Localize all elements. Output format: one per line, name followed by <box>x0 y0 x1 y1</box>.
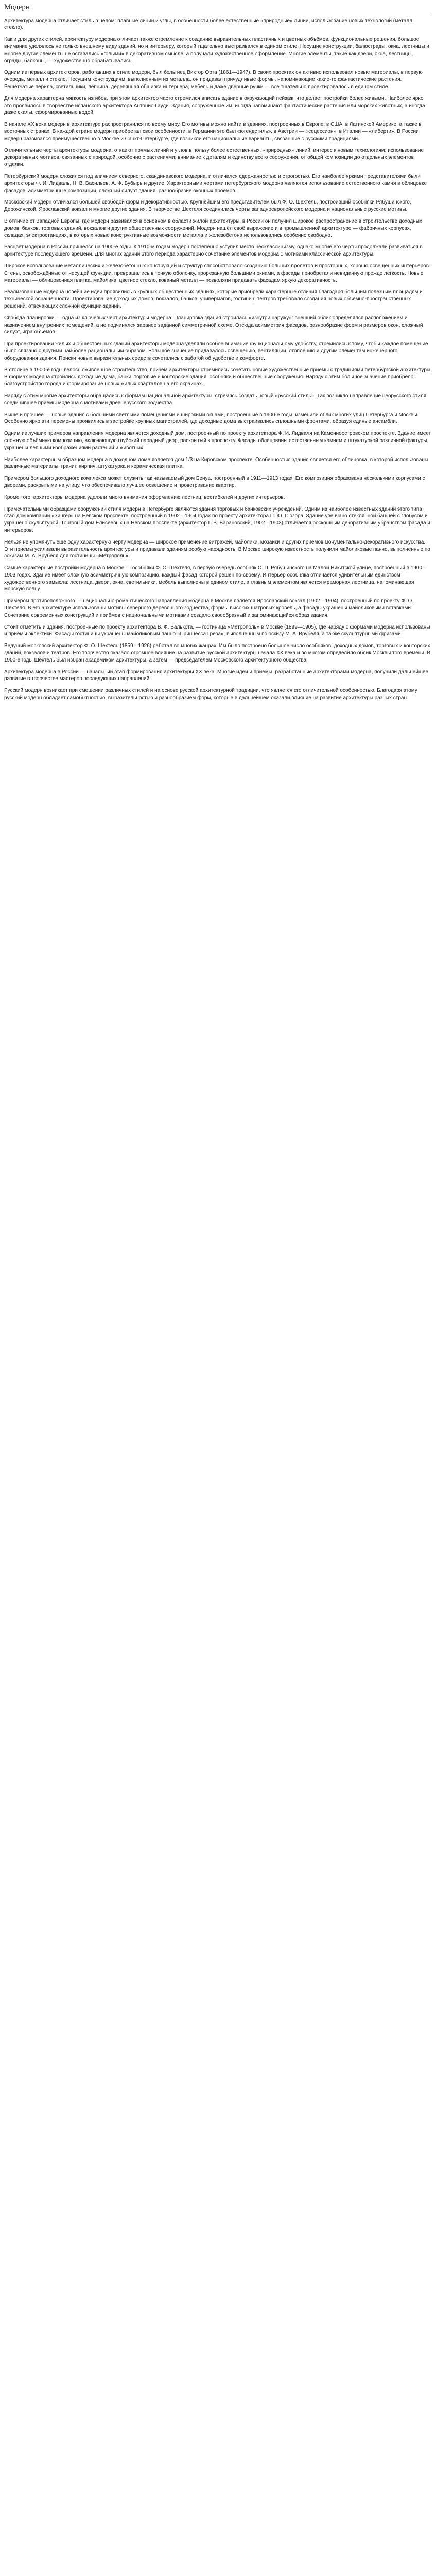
article-paragraph: Петербургский модерн сложился под влиянием северного, скандинавского модерна, и отличался сдержанностью и строгостью. Его наиболее яркими представителями были архитекторы Ф. И. Лидваль, Н. В. Васильев, А. Ф. Бубырь и другие. Характерными чертами петербургского модерна являются использование естественного камня в облицовке фасадов, асимметричные композиции, сложный силуэт здания, разнообразие оконных проёмов. <box>4 174 427 194</box>
article-paragraph: Стоит отметить и здания, построенные по проекту архитектора В. Ф. Валькота, — гостиница «Метрополь» в Москве (1899—1905), где наряду с формами модерна использованы и приёмы эклектики. Фасады гостиницы украшены майоликовым панно «Принцесса Грёза», выполненным по эскизу М. А. Врубеля, а также скульптурными фризами. <box>4 624 430 637</box>
article-paragraph: Примером противоположного — национально-романтического направления модерна в Москве является Ярославский вокзал (1902—1904), построенный по проекту Ф. О. Шехтеля. В его архитектуре использованы мотивы северного деревянного зодчества, формы высоких шатровых кровель, а фасады украшены майоликовыми вставками. Сочетание современных конструкций и приёмов с национальными мотивами создало своеобразный и запоминающийся образ здания. <box>4 598 414 618</box>
article-paragraph: Ведущий московский архитектор Ф. О. Шехтель (1859—1926) работал во многих жанрах. Им было построено большое число особняков, доходных домов, торговых и конторских зданий, вокзалов и театров. Его творчество оказало огромное влияние на развитие русской архитектуры начала XX века и во многом определило облик Москвы того времени. В 1900-е годы Шехтель был избран академиком архитектуры, а затем — председателем Московского архитектурного общества. <box>4 643 431 663</box>
article-paragraph: Московский модерн отличался большей свободой форм и декоративностью. Крупнейшим его представителем был Ф. О. Шехтель, построивший особняки Рябушинского, Дерожинской, Ярославский вокзал и многие другие здания. В творчестве Шехтеля соединились черты западноевропейского модерна и национальные русские мотивы. <box>4 199 411 213</box>
article-paragraph: Примечательными образцами сооружений стиля модерн в Петербурге являются здания торговых и банковских учреждений. Одним из наиболее известных зданий этого типа стал дом компании «Зингер» на Невском проспекте, построенный в 1902—1904 годах по проекту архитектора П. Ю. Сюзора. Здание увенчано стеклянной башней с глобусом и украшено скульптурой. Торговый дом Елисеевых на Невском проспекте (архитектор Г. В. Барановский, 1902—1903) отличается роскошным декоративным убранством фасада и интерьеров. <box>4 506 430 533</box>
article-paragraph: Архитектура модерна отличает стиль в целом: плавные линии и углы, в особенности более естественные «природные» линии, использование новых технологий (металл, стекло). <box>4 18 414 31</box>
article-paragraph: Одним из первых архитекторов, работавших в стиле модерн, был бельгиец Виктор Орта (1861—1947). В своих проектах он активно использовал новые материалы, в первую очередь, металл и стекло. Несущим конструкциям, выполненным из металла, он придавал причудливые формы, напоминающие какие-то фантастические растения. Решётчатые перила, светильники, лепнина, деревянная обшивка интерьера, мебель и даже дверные ручки — все тщательно проектировалось в едином стиле. <box>4 70 423 90</box>
article-paragraph: Свобода планировки — одна из ключевых черт архитектуры модерна. Планировка здания строилась «изнутри наружу»: внешний облик определялся расположением и назначением внутренних помещений, а не подчинялся заранее заданной симметричной схеме. Отсюда асимметрия фасадов, разнообразие форм и размеров окон, сложный силуэт, игра объёмов. <box>4 315 423 335</box>
article-paragraph: Для модерна характерна мягкость изгибов, при этом архитектор часто стремился вписать здание в окружающий пейзаж, что делает постройки более живыми. Наиболее ярко это проявилось в творчестве испанского архитектора Антонио Гауди. Здания, сооружённые им, иногда напоминают фантастические растения или морских животных, а иногда даже скалы, сформированные водой. <box>4 95 425 116</box>
article-paragraph: Архитектура модерна в России — начальный этап формирования архитектуры XX века. Многие идеи и приёмы, разработанные архитекторами модерна, получили дальнейшее развитие в творчестве мастеров последующих направлений. <box>4 669 429 682</box>
article <box>0 0 436 709</box>
article-paragraph: Как и для других стилей, архитектуру модерна отличает также стремление к созданию выразительных пластичных и цветных объёмов, функциональные решения, большое внимание уделялось не только внешнему виду зданий, но и интерьеру, который тщательно выстраивался в едином стиле. Несущие конструкции, балюстрады, окна, лестницы и многие другие элементы не оставались «голыми» в декоративном смысле, а получали художественное оформление. Многие элементы, такие как двери, окна, лестницы, ограды, балконы, — художественно обрабатывались. <box>4 37 429 64</box>
article-paragraph: Одним из лучших примеров направления модерна является доходный дом, построенный по проекту архитектора Ф. И. Лидваля на Каменноостровском проспекте. Здание имеет сложную объёмную композицию, включающую глубокий парадный двор, раскрытый к проспекту. Фасады облицованы естественным камнем и штукатуркой различной фактуры, украшены лепными изображениями растений и животных. <box>4 431 431 451</box>
article-paragraph: Русский модерн возникает при смешении различных стилей и на основе русской архитектурной традиции, что является его отличительной особенностью. Благодаря этому русский модерн обладает самобытностью, выразительностью и разнообразием форм, которые в дальнейшем оказали влияние на развитие архитектуры разных стран. <box>4 688 417 701</box>
article-paragraph: Наряду с этим многие архитекторы обращались к формам национальной архитектуры, стремясь создать новый «русский стиль». Так возникло направление неорусского стиля, соединившее приёмы модерна с мотивами древнерусского зодчества. <box>4 393 428 406</box>
page-title: Модерн <box>4 2 432 14</box>
article-paragraph: Нельзя не упомянуть ещё одну характерную черту модерна — широкое применение витражей, майолики, мозаики и других приёмов монументально-декоративного искусства. Эти приёмы усиливали выразительность архитектуры и придавали зданиям особую нарядность. В Москве широкую известность получили майоликовые панно, выполненные по эскизам М. А. Врубеля для гостиницы «Метрополь». <box>4 539 430 560</box>
article-paragraph: Отличительные черты архитектуры модерна: отказ от прямых линий и углов в пользу более естественных, «природных» линий; интерес к новым технологиям; использование декоративных мотивов, связанных с природой, особенно с растениями; внимание к деталям и единству всего сооружения, от общей композиции до отдельных элементов отделки. <box>4 147 424 168</box>
article-paragraph: Реализованные модерна новейшие идеи проявились в крупных общественных зданиях, которые приобрели характерные отличия благодаря большим полезным площадям и технической оснащённости. Проектирование доходных домов, вокзалов, банков, универмагов, гостиниц, театров требовало создания новых объёмно-пространственных решений, отвечающих сложной функции зданий. <box>4 289 423 309</box>
article-paragraph: Самые характерные постройки модерна в Москве — особняки Ф. О. Шехтеля, в первую очередь особняк С. П. Рябушинского на Малой Никитской улице, построенный в 1900—1903 годах. Здание имеет сложную асимметричную композицию, каждый фасад которой решён по-своему. Интерьер особняка отличается удивительным единством художественного замысла: лестница, двери, окна, светильники, мебель выполнены в едином стиле, а главным элементом является мраморная лестница, напоминающая морскую волну. <box>4 565 427 592</box>
article-paragraph: Наиболее характерным образцом модерна в доходном доме является дом 1/3 на Кировском проспекте. Особенностью здания является его облицовка, в которой использованы различные материалы: гранит, кирпич, штукатурка и керамическая плитка. <box>4 456 429 470</box>
article-paragraph: В отличие от Западной Европы, где модерн развивался в основном в области жилой архитектуры, в России он получил широкое распространение в строительстве доходных домов, банков, торговых зданий, вокзалов и других общественных сооружений. Модерн нашёл своё выражение и в промышленной архитектуре — фабричных корпусах, складах, электростанциях, в которых новые конструктивные возможности металла и железобетона использовались особенно свободно. <box>4 218 422 239</box>
article-paragraph: Выше и прочнее — новые здания с большими светлыми помещениями и широкими окнами, построенные в 1900-е годы, изменили облик многих улиц Петербурга и Москвы. Особенно ярко эти перемены проявились в застройке крупных магистралей, где доходные дома выстраивались сплошными фронтами, образуя единые ансамбли. <box>4 412 419 425</box>
article-paragraph: При проектировании жилых и общественных зданий архитекторы модерна уделяли особое внимание функциональному удобству, стремились к тому, чтобы каждое помещение было связано с другими наиболее рациональным образом. Большое значение придавалось освещению, вентиляции, отоплению и другим элементам инженерного оборудования здания. Поиски новых выразительных средств сочетались с заботой об удобстве и комфорте. <box>4 341 428 361</box>
article-paragraph: Кроме того, архитекторы модерна уделяли много внимания оформлению лестниц, вестибюлей и других интерьеров. <box>4 494 285 500</box>
article-paragraph: В столице в 1900-е годы велось оживлённое строительство, причём архитекторы стремились сочетать новые художественные приёмы с традициями петербургской архитектуры. В формах модерна строились доходные дома, банки, торговые и конторские здания, особняки и общественные сооружения. Наряду с этим большое значение приобрело благоустройство города и формирование новых жилых кварталов на его окраинах. <box>4 367 432 387</box>
article-paragraph: Расцвет модерна в России пришёлся на 1900-е годы. К 1910-м годам модерн постепенно уступил место неоклассицизму, однако многие его черты продолжали развиваться в архитектуре последующего времени. Для многих зданий этого периода характерно сочетание элементов модерна с мотивами классической архитектуры. <box>4 244 423 258</box>
article-paragraph: Широкое использование металлических и железобетонных конструкций и структур способствовало созданию больших пролётов и просторных, хорошо освещённых интерьеров. Стены, освобождённые от несущей функции, превращались в тонкую оболочку, прорезанную большими окнами, а фасады приобретали невиданную прежде лёгкость. Новые материалы — облицовочная плитка, майолика, цветное стекло, кованый металл — позволяли придавать фасадам яркую декоративность. <box>4 263 430 283</box>
article-body <box>4 18 432 702</box>
article-paragraph: Примером большого доходного комплекса может служить так называемый дом Бенуа, построенный в 1911—1913 годах. Его композиция образована несколькими корпусами с дворами, раскрытыми на улицу, что обеспечивало лучшее освещение и проветривание квартир. <box>4 476 425 488</box>
article-paragraph: В начале XX века модерн в архитектуре распространился по всему миру. Его мотивы можно найти в зданиях, построенных в Европе, в США, в Латинской Америке, а также в восточных странах. В каждой стране модерн приобретал свои особенности: в Германии это был «югендстиль», в Австрии — «сецессион», в Италии — «либерти». В России модерн развивался преимущественно в Москве и Санкт-Петербурге, где возникли его национальные варианты, связанные с русскими традициями. <box>4 122 422 142</box>
